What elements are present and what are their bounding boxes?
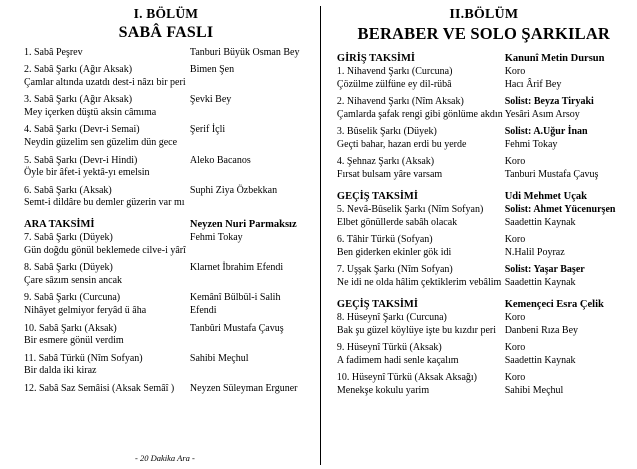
piece-info — [337, 126, 505, 152]
list-item — [24, 353, 308, 379]
piece-title: 6. Sabâ Şarkı (Aksak) — [24, 184, 112, 196]
piece-info — [337, 204, 505, 230]
piece-info — [24, 185, 190, 211]
left-column-title — [24, 6, 308, 43]
piece-title: 2. Sabâ Şarkı (Ağır Aksak) — [24, 64, 133, 76]
list-item — [337, 66, 631, 92]
piece-lyric: Öyle bir âfet-i yektâ-yı emelsin — [24, 167, 150, 179]
section-performer: Kanunî Metin Dursun — [504, 53, 605, 65]
piece-title: 12. Sabâ Saz Semâisi (Aksak Semâî ) — [24, 382, 175, 394]
piece-info — [24, 383, 190, 396]
piece-info — [24, 47, 190, 60]
piece-info — [337, 156, 505, 182]
section-performer: Kemençeci Esra Çelik — [504, 298, 604, 310]
piece-info — [337, 234, 505, 260]
piece-composer: Klarnet İbrahim Efendi — [189, 262, 284, 274]
right-list-group3 — [337, 312, 631, 398]
left-column — [10, 6, 321, 465]
piece-info — [337, 342, 505, 368]
right-column-title — [337, 6, 631, 44]
list-item — [337, 204, 631, 230]
left-list-part1 — [24, 47, 308, 210]
piece-title: 10. Hüseynî Türkü (Aksak Aksağı) — [336, 372, 477, 384]
piece-title: 9. Sabâ Şarkı (Curcuna) — [24, 292, 121, 304]
piece-performer: Solist: Ahmet Yücenurşen Saadettin Kaynak — [504, 204, 616, 228]
piece-composer: Suphi Ziya Özbekkan — [189, 184, 278, 196]
piece-info — [24, 292, 190, 318]
list-item — [24, 292, 308, 318]
piece-lyric: Neydin güzelim sen güzelim dün gece — [24, 137, 178, 149]
section-header-gecis-taksimi-1 — [337, 191, 631, 202]
piece-title: 1. Nihavend Şarkı (Curcuna) — [336, 66, 453, 78]
right-title-line2: BERABER VE SOLO ŞARKILAR — [357, 24, 611, 44]
piece-title: 4. Şehnaz Şarkı (Aksak) — [336, 156, 435, 168]
right-list-group1 — [337, 66, 631, 182]
piece-lyric: Bir esmere gönül verdim — [24, 335, 124, 347]
list-item — [337, 312, 631, 338]
list-item — [337, 126, 631, 152]
section-header-gecis-taksimi-2 — [337, 299, 631, 310]
right-list-group2 — [337, 204, 631, 290]
piece-lyric: Menekşe kokulu yarim — [336, 384, 430, 396]
piece-title: 5. Sabâ Şarkı (Devr-i Hindi) — [24, 154, 138, 166]
piece-composer: Şerif İçli — [189, 124, 226, 136]
list-item — [24, 232, 308, 258]
piece-lyric: Elbet gönüllerde sabâh olacak — [336, 216, 458, 228]
list-item — [24, 383, 308, 396]
piece-title: 5. Nevâ-Bûselik Şarkı (Nîm Sofyan) — [336, 204, 484, 216]
piece-lyric: Gün doğdu gönül beklemede cilve-i yârî — [24, 245, 186, 257]
piece-composer: Tanbûri Mustafa Çavuş — [189, 322, 284, 334]
section-label: GİRİŞ TAKSİMİ — [336, 53, 415, 65]
left-list-part2 — [24, 232, 308, 395]
list-item — [24, 185, 308, 211]
piece-lyric: Çare sâzım sensin ancak — [24, 275, 123, 287]
piece-performer: Koro Sahibi Meçhul — [504, 372, 564, 396]
piece-performer: Koro Hacı Ârif Bey — [504, 66, 562, 90]
right-title-line1: II.BÖLÜM — [449, 7, 519, 22]
piece-performer: Koro Tanburi Mustafa Çavuş — [504, 156, 599, 181]
list-item — [24, 323, 308, 349]
piece-info — [24, 155, 190, 181]
piece-lyric: Mey içerken düştü aksin câmıma — [24, 107, 157, 119]
piece-composer: Kemânî Bülbül-i Salih Efendi — [189, 292, 281, 317]
section-label: GEÇİŞ TAKSİMİ — [336, 298, 418, 310]
list-item — [24, 124, 308, 150]
piece-title: 6. Tâhir Türkü (Sofyan) — [336, 234, 433, 246]
list-item — [24, 94, 308, 120]
section-performer: Udi Mehmet Uçak — [504, 191, 587, 203]
piece-composer: Fehmi Tokay — [189, 232, 243, 244]
piece-info — [337, 372, 505, 398]
piece-performer: Solist: Yaşar Başer Saadettin Kaynak — [504, 264, 585, 289]
list-item — [24, 155, 308, 181]
piece-info — [24, 353, 190, 379]
piece-title: 1. Sabâ Peşrev — [24, 46, 83, 58]
piece-title: 3. Sabâ Şarkı (Ağır Aksak) — [24, 94, 133, 106]
list-item — [24, 64, 308, 90]
piece-lyric: Bak şu güzel köylüye işte bu kızdır peri — [336, 324, 497, 336]
section-header-giris-taksimi — [337, 53, 631, 64]
piece-info — [337, 264, 505, 290]
section-header-ara-taksimi — [24, 219, 308, 230]
piece-composer: Şevki Bey — [189, 94, 232, 106]
piece-lyric: Çamlarda şafak rengi gibi gönlüme akdın — [336, 109, 503, 121]
piece-lyric: Çözülme zülfüne ey dil-rübâ — [336, 79, 452, 90]
piece-lyric: Ben giderken ekinler gök idi — [336, 246, 452, 258]
section-performer: Neyzen Nuri Parmaksız — [189, 219, 297, 231]
piece-info — [24, 64, 190, 90]
intermission-note: - 20 Dakika Ara - — [135, 453, 195, 463]
piece-composer: Neyzen Süleyman Erguner — [189, 382, 298, 394]
piece-title: 8. Sabâ Şarkı (Düyek) — [24, 262, 113, 274]
list-item — [337, 96, 631, 122]
list-item — [337, 264, 631, 290]
piece-title: 11. Sabâ Türkü (Nîm Sofyan) — [24, 352, 143, 364]
piece-title: 7. Sabâ Şarkı (Düyek) — [24, 232, 113, 244]
piece-composer: Bimen Şen — [189, 64, 235, 76]
right-column — [321, 6, 637, 465]
piece-lyric: Fırsat bulsam yâre varsam — [336, 169, 443, 181]
piece-lyric: Bir dalda iki kiraz — [24, 365, 97, 377]
piece-title: 9. Hüseynî Türkü (Aksak) — [336, 341, 442, 353]
piece-info — [24, 323, 190, 349]
piece-title: 3. Bûselik Şarkı (Düyek) — [336, 126, 437, 138]
piece-info — [337, 96, 505, 122]
piece-info — [24, 124, 190, 150]
piece-info — [337, 312, 505, 338]
list-item — [24, 262, 308, 288]
list-item — [337, 234, 631, 260]
piece-performer: Solist: A.Uğur İnan Fehmi Tokay — [504, 126, 588, 151]
piece-performer: Koro Danbeni Rıza Bey — [504, 311, 579, 336]
section-label: GEÇİŞ TAKSİMİ — [336, 191, 418, 203]
piece-info — [24, 94, 190, 120]
piece-lyric: A fadimem hadi senle kaçalım — [336, 354, 459, 366]
piece-info — [24, 262, 190, 288]
piece-title: 8. Hüseynî Şarkı (Curcuna) — [336, 311, 447, 323]
piece-title: 7. Uşşak Şarkı (Nîm Sofyan) — [336, 264, 453, 276]
piece-lyric: Geçti bahar, hazan erdi bu yerde — [336, 139, 467, 151]
piece-lyric: Çamlar altında uzatdı dest-i nâzı bir peri — [24, 77, 186, 89]
piece-lyric: Semt-i dildâre bu demler güzerin var mı — [24, 197, 185, 209]
piece-info — [24, 232, 190, 258]
piece-composer: Aleko Bacanos — [189, 154, 251, 166]
piece-performer: Solist: Beyza Tiryaki Yesâri Asım Arsoy — [504, 96, 594, 121]
piece-title: 10. Sabâ Şarkı (Aksak) — [24, 322, 117, 334]
left-title-line2: SABÂ FASLI — [118, 24, 214, 42]
list-item — [337, 342, 631, 368]
left-title-line1: I. BÖLÜM — [133, 6, 199, 21]
piece-performer: Koro N.Halil Poyraz — [504, 234, 565, 258]
section-label: ARA TAKSİMİ — [24, 219, 95, 231]
piece-lyric: Nihâyet gelmiyor feryâd ü âha — [24, 305, 147, 317]
piece-title: 2. Nihavend Şarkı (Nîm Aksak) — [336, 96, 464, 108]
piece-composer: Tanburi Büyük Osman Bey — [189, 46, 300, 58]
piece-info — [337, 66, 505, 92]
list-item — [337, 156, 631, 182]
piece-title: 4. Sabâ Şarkı (Devr-i Semai) — [24, 124, 140, 136]
piece-lyric: Ne idi ne olda hâlim çektiklerim vebâlim — [336, 277, 502, 289]
list-item — [24, 47, 308, 60]
list-item — [337, 372, 631, 398]
piece-performer: Koro Saadettin Kaynak — [504, 341, 576, 366]
piece-composer: Sahibi Meçhul — [189, 352, 249, 364]
